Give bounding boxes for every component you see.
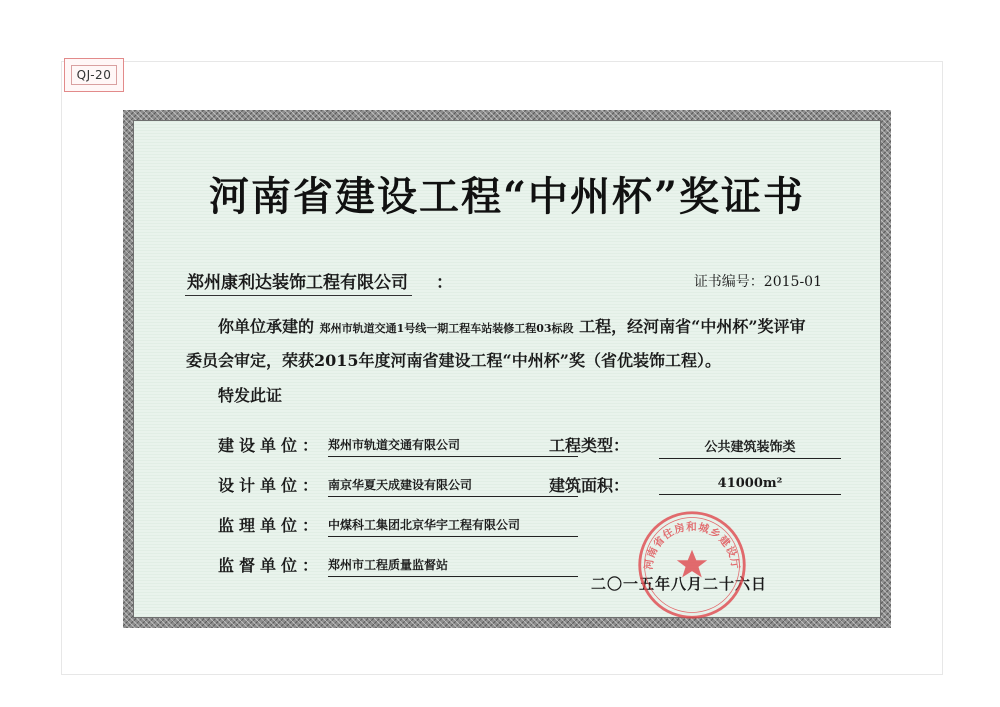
decorative-border — [123, 110, 891, 628]
statement-line2: 委员会审定，荣获2015年度河南省建设工程“中州杯”奖（省优装饰工程）。 — [186, 351, 721, 370]
statement-prefix: 你单位承建的 — [218, 317, 315, 336]
design-unit-label: 设计单位： — [218, 476, 324, 495]
design-unit-row — [218, 473, 473, 496]
building-area-value: 41000m² — [659, 473, 841, 495]
recipient-name: 郑州康利达装饰工程有限公司 — [185, 268, 412, 296]
project-type-value: 公共建筑装饰类 — [659, 433, 841, 459]
project-name: 郑州市轨道交通1号线一期工程车站装修工程03标段 — [319, 322, 574, 335]
project-type-label: 工程类型： — [549, 436, 630, 455]
design-unit-value: 南京华夏天成建设有限公司 — [328, 473, 578, 497]
construction-unit-label: 建设单位： — [218, 436, 324, 455]
supervision-unit-label: 监理单位： — [218, 516, 324, 535]
building-area-row — [549, 473, 783, 496]
certificate-panel — [133, 120, 881, 618]
construction-unit-value: 郑州市轨道交通有限公司 — [328, 433, 578, 457]
certificate-title: 河南省建设工程“中州杯”奖证书 — [208, 173, 805, 220]
file-tag — [64, 58, 124, 92]
award-statement — [186, 311, 846, 377]
oversight-unit-value: 郑州市工程质量监督站 — [328, 553, 578, 577]
official-seal-stamp — [635, 508, 749, 622]
building-area-label: 建筑面积： — [549, 476, 630, 495]
project-type-row — [549, 433, 796, 456]
certificate-number: 证书编号：2015-01 — [693, 274, 822, 290]
seal-star-icon — [677, 550, 707, 578]
issue-date: 二〇一五年八月二十六日 — [591, 575, 768, 593]
file-tag-label: QJ-20 — [71, 65, 118, 85]
construction-unit-row — [218, 433, 461, 456]
recipient-colon: ： — [436, 273, 453, 293]
supervision-unit-row — [218, 513, 521, 536]
oversight-unit-label: 监督单位： — [218, 556, 324, 575]
supervision-unit-value: 中煤科工集团北京华宇工程有限公司 — [328, 513, 578, 537]
statement-line1-suffix: 工程，经河南省“中州杯”奖评审 — [579, 317, 806, 336]
oversight-unit-row — [218, 553, 449, 576]
seal-text: 河南省住房和城乡建设厅 — [642, 521, 742, 571]
special-issue-text: 特发此证 — [218, 386, 283, 405]
